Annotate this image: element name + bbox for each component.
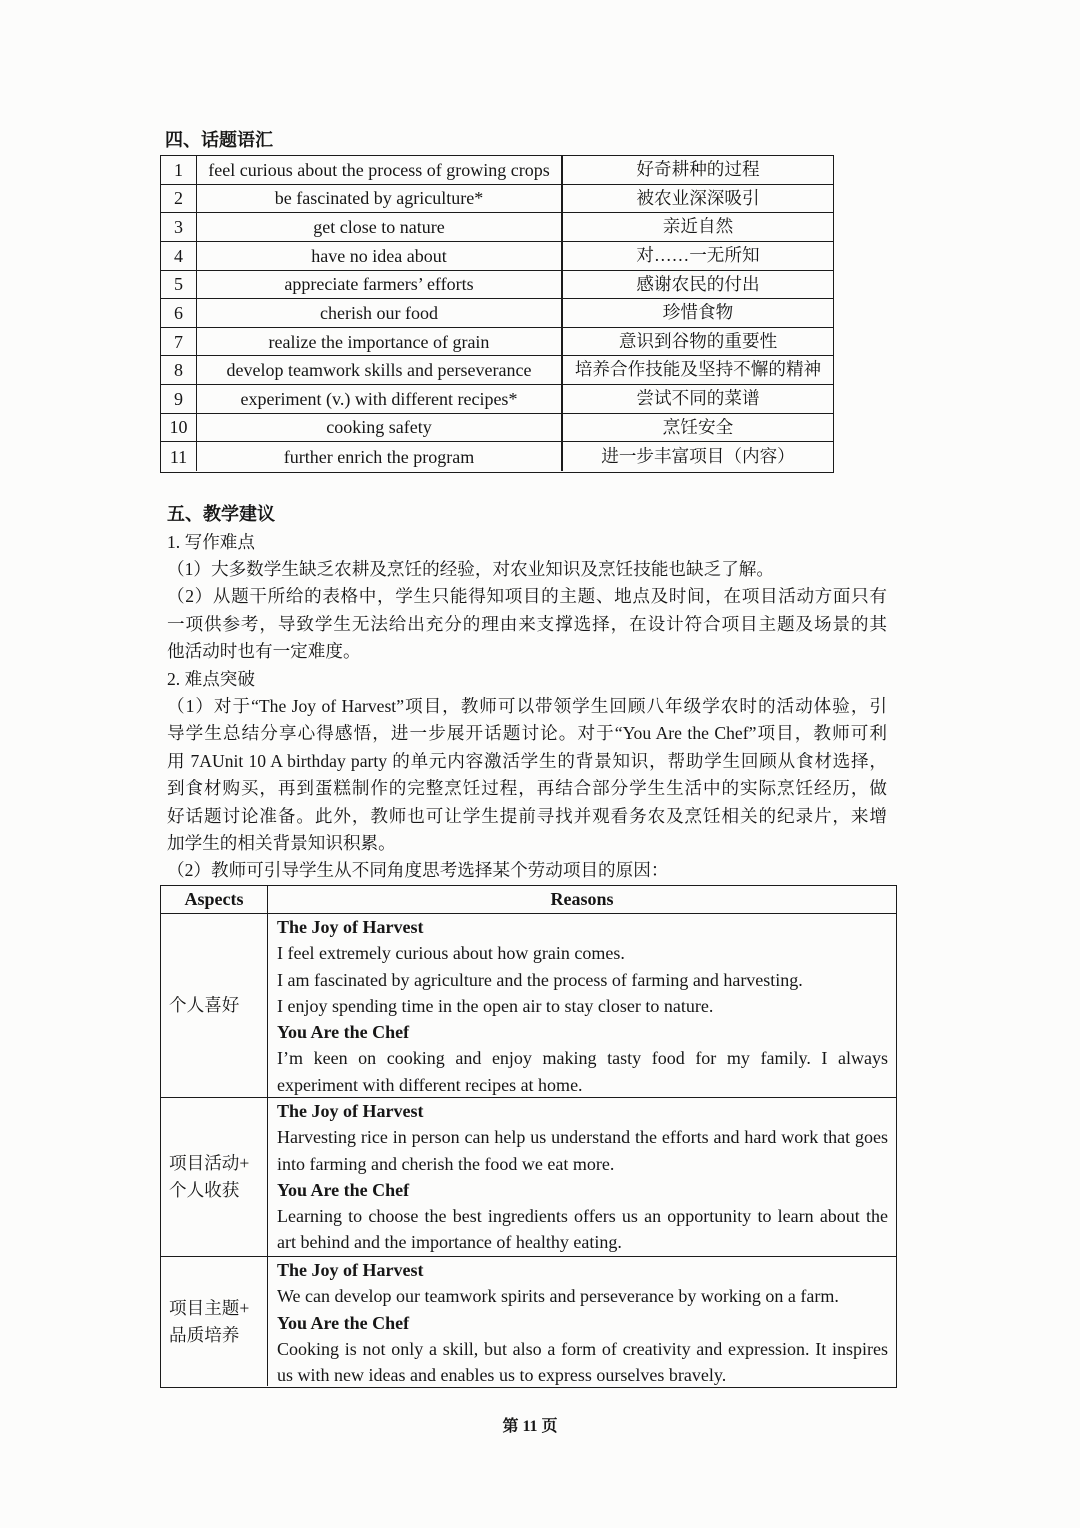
vocab-chinese: 感谢农民的付出 bbox=[636, 273, 760, 294]
vocab-english: experiment (v.) with different recipes* bbox=[197, 385, 563, 413]
reason-text: I’m keen on cooking and enjoy making tasty food for my family. I always experiment with different recipes at home. bbox=[277, 1048, 888, 1095]
vocab-english: appreciate farmers’ efforts bbox=[197, 271, 563, 299]
project-name: You Are the Chef bbox=[277, 1022, 410, 1043]
vocab-number: 3 bbox=[161, 213, 197, 241]
vocab-row bbox=[161, 356, 833, 385]
vocab-row bbox=[161, 328, 833, 357]
vocab-chinese: 亲近自然 bbox=[662, 216, 734, 237]
project-name: You Are the Chef bbox=[277, 1312, 410, 1333]
vocab-row bbox=[161, 242, 833, 271]
reason-text: Cooking is not only a skill, but also a form of creativity and expression. It inspires us with new ideas and enables us to express ourselves bravely. bbox=[277, 1338, 888, 1386]
vocab-row bbox=[161, 185, 833, 214]
paragraph-line: 一项供参考，导致学生无法给出充分的理由来支撑选择，在设计符合项目主题及场景的其 bbox=[167, 613, 887, 634]
vocab-english: realize the importance of grain bbox=[197, 328, 563, 356]
aspect-label: 个人喜好 bbox=[169, 995, 240, 1015]
reason-text: I am fascinated by agriculture and the process of farming and harvesting. bbox=[277, 969, 803, 990]
reasons-cell bbox=[268, 1098, 896, 1257]
vocabulary-table bbox=[160, 155, 834, 473]
vocab-number: 8 bbox=[161, 356, 197, 384]
reason-text: I feel extremely curious about how grain comes. bbox=[277, 943, 625, 964]
vocab-chinese: 对……一无所知 bbox=[636, 244, 760, 265]
vocab-row bbox=[161, 414, 833, 443]
paragraph-line: （1）大多数学生缺乏农耕及烹饪的经验，对农业知识及烹饪技能也缺乏了解。 bbox=[167, 559, 774, 580]
section-heading-teaching: 五、教学建议 bbox=[167, 504, 275, 525]
vocab-chinese: 尝试不同的菜谱 bbox=[636, 388, 760, 409]
vocab-number: 1 bbox=[161, 156, 197, 184]
paragraph-line: （2）教师可引导学生从不同角度思考选择某个劳动项目的原因： bbox=[167, 860, 669, 881]
project-name: The Joy of Harvest bbox=[277, 1260, 424, 1280]
teaching-suggestions bbox=[167, 501, 887, 884]
paragraph-line: 导学生总结分享心得感悟，进一步展开话题讨论。对于“You Are the Chef”项目，教师可利 bbox=[167, 723, 887, 744]
page-number: 第 11 页 bbox=[502, 1418, 558, 1435]
vocab-english: have no idea about bbox=[197, 242, 563, 270]
paragraph-line: 好话题讨论准备。此外，教师也可让学生提前寻找并观看务农及烹饪相关的纪录片，来增 bbox=[167, 805, 887, 826]
table-header-aspects: Aspects bbox=[161, 886, 268, 914]
vocab-english: get close to nature bbox=[197, 213, 563, 241]
paragraph-line: （1）对于“The Joy of Harvest”项目，教师可以带领学生回顾八年级学农时的活动体验，引 bbox=[167, 696, 887, 717]
vocab-number: 6 bbox=[161, 299, 197, 327]
reason-text: Learning to choose the best ingredients offers us an opportunity to learn about the art behind and the importance of healthy eating. bbox=[277, 1206, 888, 1253]
vocab-chinese: 好奇耕种的过程 bbox=[636, 159, 760, 180]
project-name: You Are the Chef bbox=[277, 1179, 410, 1200]
section-heading-vocabulary: 四、话题语汇 bbox=[165, 130, 273, 150]
subsection-title-solutions: 2. 难点突破 bbox=[167, 668, 255, 689]
paragraph-line: 用 7AUnit 10 A birthday party 的单元内容激活学生的背景知识，帮助学生回顾从食材选择， bbox=[167, 750, 887, 771]
subsection-title-difficulties: 1. 写作难点 bbox=[167, 531, 255, 552]
vocab-english: develop teamwork skills and perseverance bbox=[197, 356, 563, 384]
aspect-label: 项目活动+ bbox=[169, 1153, 250, 1173]
vocab-english: feel curious about the process of growing crops bbox=[197, 156, 563, 184]
vocab-english: further enrich the program bbox=[197, 442, 563, 471]
paragraph-line: 他活动时也有一定难度。 bbox=[167, 641, 361, 662]
vocab-chinese: 烹饪安全 bbox=[662, 416, 734, 437]
paragraph-line: 加学生的相关背景知识积累。 bbox=[167, 832, 396, 853]
aspect-cell bbox=[161, 1257, 268, 1386]
vocab-row bbox=[161, 299, 833, 328]
vocab-number: 9 bbox=[161, 385, 197, 413]
vocab-english: be fascinated by agriculture* bbox=[197, 185, 563, 213]
vocab-english: cherish our food bbox=[197, 299, 563, 327]
vocab-chinese: 被农业深深吸引 bbox=[636, 187, 760, 208]
vocab-number: 11 bbox=[161, 442, 197, 471]
aspect-label: 品质培养 bbox=[169, 1324, 240, 1345]
vocab-chinese: 意识到谷物的重要性 bbox=[618, 330, 778, 351]
project-name: The Joy of Harvest bbox=[277, 917, 424, 937]
vocab-row bbox=[161, 213, 833, 242]
vocab-number: 10 bbox=[161, 414, 197, 442]
reasons-table bbox=[160, 885, 897, 1388]
vocab-english: cooking safety bbox=[197, 414, 563, 442]
table-header-reasons: Reasons bbox=[268, 886, 896, 914]
aspect-label: 个人收获 bbox=[169, 1180, 240, 1200]
project-name: The Joy of Harvest bbox=[277, 1101, 424, 1121]
vocab-number: 5 bbox=[161, 271, 197, 299]
reasons-cell bbox=[268, 1257, 896, 1386]
aspect-label: 项目主题+ bbox=[169, 1297, 250, 1318]
vocab-row bbox=[161, 385, 833, 414]
aspect-cell bbox=[161, 1098, 268, 1257]
reason-text: Harvesting rice in person can help us understand the efforts and hard work that goes into farming and cherish the food we eat more. bbox=[277, 1127, 888, 1174]
vocab-row bbox=[161, 271, 833, 300]
vocab-number: 7 bbox=[161, 328, 197, 356]
reason-text: We can develop our teamwork spirits and perseverance by working on a farm. bbox=[277, 1286, 839, 1307]
reason-text: I enjoy spending time in the open air to stay closer to nature. bbox=[277, 995, 714, 1016]
paragraph-line: （2）从题干所给的表格中，学生只能得知项目的主题、地点及时间，在项目活动方面只有 bbox=[167, 586, 887, 607]
vocab-number: 4 bbox=[161, 242, 197, 270]
paragraph-line: 到食材购买，再到蛋糕制作的完整烹饪过程，再结合部分学生生活中的实际烹饪经历，做 bbox=[167, 778, 887, 799]
vocab-number: 2 bbox=[161, 185, 197, 213]
vocab-row bbox=[161, 442, 833, 471]
vocab-chinese: 珍惜食物 bbox=[662, 302, 734, 323]
vocab-chinese: 培养合作技能及坚持不懈的精神 bbox=[574, 359, 822, 380]
vocab-chinese: 进一步丰富项目（内容） bbox=[601, 445, 795, 466]
vocab-row bbox=[161, 156, 833, 185]
aspect-cell bbox=[161, 914, 268, 1098]
reasons-cell bbox=[268, 914, 896, 1098]
